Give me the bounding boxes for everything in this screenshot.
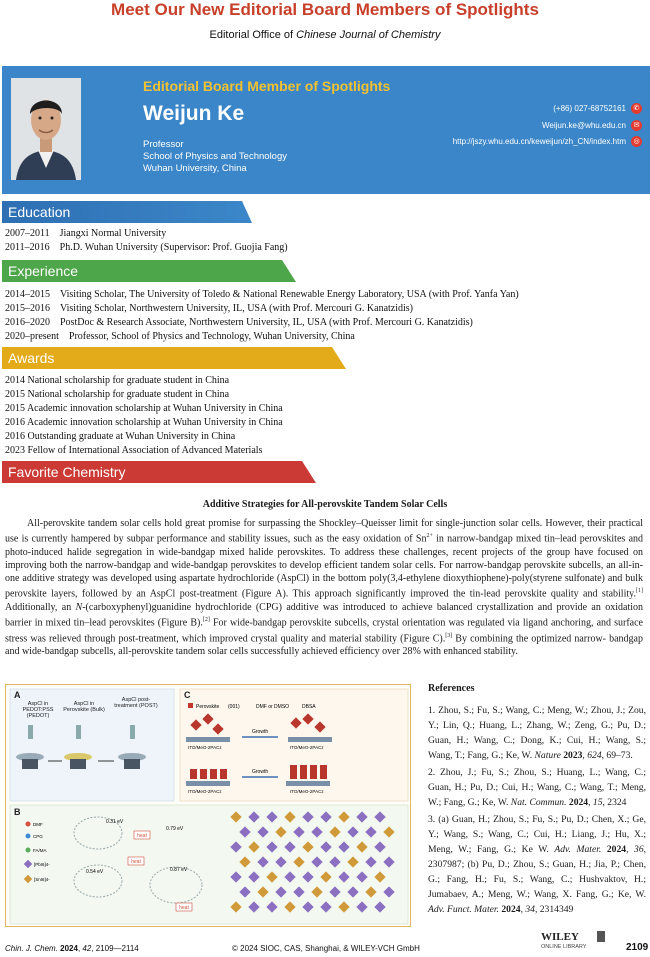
b-energy-4: 0.87 eV: [170, 867, 188, 873]
office-prefix: Editorial Office of: [209, 29, 297, 41]
member-university: Wuhan University, China: [143, 163, 247, 174]
member-name: Weijun Ke: [143, 102, 245, 125]
ref-journal: Nature: [534, 750, 561, 761]
ref-year: 2024: [501, 904, 521, 915]
member-school: School of Physics and Technology: [143, 151, 287, 162]
wiley-logo: [537, 929, 615, 951]
b-heat-1: heat: [137, 833, 147, 839]
section-awards-label: Awards: [8, 350, 55, 366]
footer-citation: Chin. J. Chem. 2024, 42, 2109—2114: [5, 944, 139, 953]
footer-journal: Chin. J. Chem.: [5, 944, 58, 953]
b-energy-1: 0.31 eV: [106, 819, 124, 825]
ref-volume: 34: [525, 904, 535, 915]
wiley-wordmark: WILEY: [541, 931, 579, 943]
ref-pages: , 2324: [602, 797, 627, 808]
c-growth-1: Growth: [252, 729, 269, 735]
favorite-bar-tip: [302, 461, 316, 483]
citation: [3]: [445, 632, 453, 639]
a-label-2: AspCl in Perovskite (Bulk): [63, 701, 105, 713]
experience-item: 2020–present Professor, School of Physics and Technology, Wuhan University, China: [5, 331, 355, 342]
journal-name: Chinese Journal of Chemistry: [296, 29, 441, 41]
education-bar-tip: [242, 201, 252, 223]
award-item: 2016 Academic innovation scholarship at Wuhan University in China: [5, 417, 283, 428]
footer-volume: 42: [82, 944, 92, 953]
ref-volume: 36: [634, 844, 644, 855]
section-experience: [2, 260, 282, 282]
section-favorite-chemistry: [2, 461, 302, 483]
page-title: Meet Our New Editorial Board Members of Spotlights: [111, 0, 539, 19]
ref-pages: , 2307987; (b) Pu, D.; Zhou, S.; Guan, H.; Jia, P.; Chen, G.; Fang, H.; Fu, S.; Wang, C.; Hushvaktov, H.; Jumabaev, A.; Meng, W.; Wang, X. Fang, G.; Ke, W.: [428, 844, 647, 900]
b-legend-1: DMF: [33, 822, 43, 827]
award-item: 2015 National scholarship for graduate student in China: [5, 389, 230, 400]
para-text: For wide-bandgap perovskite subcells, crystal orientation was regulated via ligand anchoring, and surface stress was relieved through post-treatment, which improved crystal quality and material stability (Figure C).: [5, 617, 643, 644]
experience-item: 2015–2016 Visiting Scholar, Northwestern University, IL, USA (with Prof. Mercouri G. Kanatzidis): [5, 303, 414, 314]
article-title: Additive Strategies for All-perovskite Tandem Solar Cells: [202, 499, 448, 510]
award-item: 2023 Fellow of International Association of Advanced Materials: [5, 445, 263, 456]
para-text: All-perovskite tandem solar cells hold great promise for surpassing the Shockley–Queisser limit for single-junction solar cells. However, their practical use is currently hampered by subpar performance and stability issues, such as the easy oxidation of Sn: [5, 518, 643, 545]
section-education-label: Education: [8, 204, 71, 220]
experience-item: 2014–2015 Visiting Scholar, The University of Toledo & National Renewable Energy Laboratory, USA (with Prof. Yanfa Yan): [5, 289, 519, 300]
section-awards: [2, 347, 332, 369]
wiley-subtitle: ONLINE LIBRARY: [541, 944, 587, 950]
panel-a-label: A: [14, 690, 21, 700]
b-energy-3: 0.54 eV: [86, 869, 104, 875]
c-substrate-4: ITO/MeO-2PACz: [290, 789, 324, 794]
ref-pages: , 69–73.: [601, 750, 633, 761]
ref-authors: 2. Zhou, J.; Fu, S.; Zhou, S.; Huang, L.; Wang, C.; Guan, H.; Pu, D.; Cui, H.; Wang, C.; Wang, T.; Meng, W.; Fang, G.; Ke, W.: [428, 767, 646, 808]
article-paragraph: [5, 517, 643, 658]
ref-volume: 15: [592, 797, 603, 808]
ref-authors: 1. Zhou, S.; Fu, S.; Wang, C.; Meng, W.; Zhou, J.; Zou, Y.; Lin, Q.; Huang, L.; Zhang, W.; Zeng, G.; Pu, D.; Guan, H.; Wang, C.; Dong, K.; Cui, H.; Wang, S.; Wang, T.; Fang, G.; Ke, W.: [428, 705, 646, 761]
globe-icon: ◎: [631, 136, 642, 147]
profile-photo: [11, 78, 81, 180]
para-text: -(carboxyphenyl)guanidine hydrochloride (CPG) additive was introduced to achieve balanced crystallization and provide an oxidation barrier in mixed tin–lead perovskites (Figure B).: [5, 601, 643, 629]
c-legend-4: DBSA: [302, 704, 316, 710]
ref-pages: , 2314349: [534, 904, 574, 915]
phone-icon: ✆: [631, 103, 642, 114]
page-number: 2109: [626, 942, 649, 953]
member-position: Professor: [143, 139, 184, 150]
panel-b-label: B: [14, 807, 21, 817]
citation: [2]: [202, 617, 210, 624]
b-legend-4: [PbI6]4-: [34, 862, 50, 867]
section-experience-label: Experience: [8, 263, 79, 279]
para-italic: N: [75, 601, 83, 613]
c-growth-2: Growth: [252, 769, 269, 775]
para-text: in narrow-bandgap mixed tin–lead perovskites and photo-induced halide segregation in wide-bandgap mixed halide perovskites. To address these challenges, recent projects of the group have focused on improving both the narrow-bandgap and wide-bandgap perovskites to develop efficient tandem solar cells. For narrow-bandgap perovskite subcells, an all-in-one additive strategy was developed using aspartate hydrochloride (AspCl) in the bottom poly(3,4-ethylene dioxythiophene)-poly(styrene sulfonate) and bulk perovskite layers, followed by an AspCl post-treatment (Figure A). This approach significantly improved the tin-lead perovskite quality and stability.: [5, 533, 644, 600]
reference-item: 3. (a) Guan, H.; Zhou, S.; Fu, S.; Pu, D.; Chen, X.; Ge, Y.; Wang, S.; Wang, C.; Cui, H.; Liang, J.; Hu, X.; Meng, W.; Fang, G.; Ke W. Adv. Mater. 2024, 36, 2307987; (b) Pu, D.; Zhou, S.; Guan, H.; Jia, P.; Chen, G.; Fang, H.; Fu, S.; Wang, C.; Hushvaktov, H.; Jumabaev, A.; Meng, W.; Wang, X. Fang, G.; Ke, W. Adv. Funct. Mater. 2024, 34, 2314349: [428, 814, 647, 915]
awards-bar-tip: [332, 347, 346, 369]
citation: [1]: [636, 588, 643, 595]
contact-email[interactable]: Weijun.ke@whu.edu.cn: [541, 121, 626, 130]
a-label-3: AspCl post-treatment (POST): [114, 697, 158, 709]
section-education: [2, 201, 302, 223]
reference-item: 1. Zhou, S.; Fu, S.; Wang, C.; Meng, W.; Zhou, J.; Zou, Y.; Lin, Q.; Huang, L.; Zhang, W.; Zeng, G.; Pu, D.; Guan, H.; Wang, C.; Dong, K.; Cui, H.; Wang, S.; Wang, T.; Fang, G.; Ke, W. Nature 2023, 624, 69–73.: [428, 705, 646, 761]
b-heat-2: heat: [131, 859, 141, 865]
profile-banner: [2, 66, 650, 194]
c-substrate-2: ITO/MeO-2PACz: [290, 745, 324, 750]
ref-year: 2024: [606, 844, 627, 855]
b-energy-2: 0.79 eV: [166, 826, 184, 832]
references-list: [428, 703, 646, 919]
superscript: 2+: [426, 533, 433, 540]
education-item: 2011–2016 Ph.D. Wuhan University (Supervisor: Prof. Guojia Fang): [5, 242, 288, 253]
panel-c-label: C: [184, 690, 191, 700]
ref-journal: Adv. Mater.: [554, 844, 602, 855]
ref-journal: Adv. Funct. Mater.: [428, 904, 499, 915]
c-legend-1: Perovskite: [196, 704, 220, 710]
editorial-office: [0, 29, 650, 41]
banner-title: Editorial Board Member of Spotlights: [143, 78, 391, 94]
ref-volume: 624: [587, 750, 602, 761]
contact-phone: (+86) 027-68752161: [553, 104, 626, 113]
contact-url[interactable]: http://jszy.whu.edu.cn/keweijun/zh_CN/index.htm: [452, 137, 626, 146]
book-icon: [597, 931, 605, 942]
section-favorite-label: Favorite Chemistry: [8, 464, 126, 480]
para-text: By combining the optimized narrow- bandgap and wide-bandgap subcells, all-perovskite tandem solar cells successfully achieved efficiency over 28% with enhanced stability.: [5, 632, 643, 658]
experience-bar-tip: [282, 260, 296, 282]
b-heat-3: heat: [179, 905, 189, 911]
footer-copyright: © 2024 SIOC, CAS, Shanghai, & WILEY-VCH GmbH: [232, 944, 420, 953]
a-label-1: AspCl in PEDOT:PSS (PEDOT): [22, 701, 54, 719]
email-icon: ✉: [631, 120, 642, 131]
ref-authors: 3. (a) Guan, H.; Zhou, S.; Fu, S.; Pu, D.; Chen, X.; Ge, Y.; Wang, S.; Wang, C.; Cui, H.; Liang, J.; Hu, X.; Meng, W.; Fang, G.; Ke W.: [428, 814, 646, 855]
b-legend-3: FA/MA: [33, 848, 47, 853]
award-item: 2014 National scholarship for graduate student in China: [5, 375, 230, 386]
footer-pages: , 2109—2114: [91, 944, 139, 953]
b-legend-2: CPG: [33, 834, 43, 839]
c-substrate-3: ITO/MeO-2PACz: [188, 789, 222, 794]
footer-year: 2024: [60, 944, 78, 953]
b-legend-5: [SnI6]4-: [34, 877, 50, 882]
c-substrate-1: ITO/MeO-2PACz: [188, 745, 222, 750]
reference-item: 2. Zhou, J.; Fu, S.; Zhou, S.; Huang, L.; Wang, C.; Guan, H.; Pu, D.; Cui, H.; Wang, C.; Wang, T.; Meng, W.; Fang, G.; Ke, W. Nat. Commun. 2024, 15, 2324: [428, 767, 646, 808]
experience-item: 2016–2020 PostDoc & Research Associate, Northwestern University, IL, USA (with Prof. Mercouri G. Kanatzidis): [5, 317, 473, 328]
ref-year: 2024: [568, 797, 589, 808]
education-item: 2007–2011 Jiangxi Normal University: [5, 228, 167, 239]
para-text: Additionally, an: [5, 601, 76, 613]
research-figure: [5, 684, 411, 927]
c-legend-3: DMF or DMSO: [256, 704, 290, 710]
ref-year: 2023: [563, 750, 583, 761]
award-item: 2015 Academic innovation scholarship at Wuhan University in China: [5, 403, 283, 414]
references-heading: References: [428, 683, 475, 694]
award-item: 2016 Outstanding graduate at Wuhan University in China: [5, 431, 236, 442]
c-legend-2: (001): [228, 704, 240, 710]
ref-journal: Nat. Commun.: [510, 797, 567, 808]
